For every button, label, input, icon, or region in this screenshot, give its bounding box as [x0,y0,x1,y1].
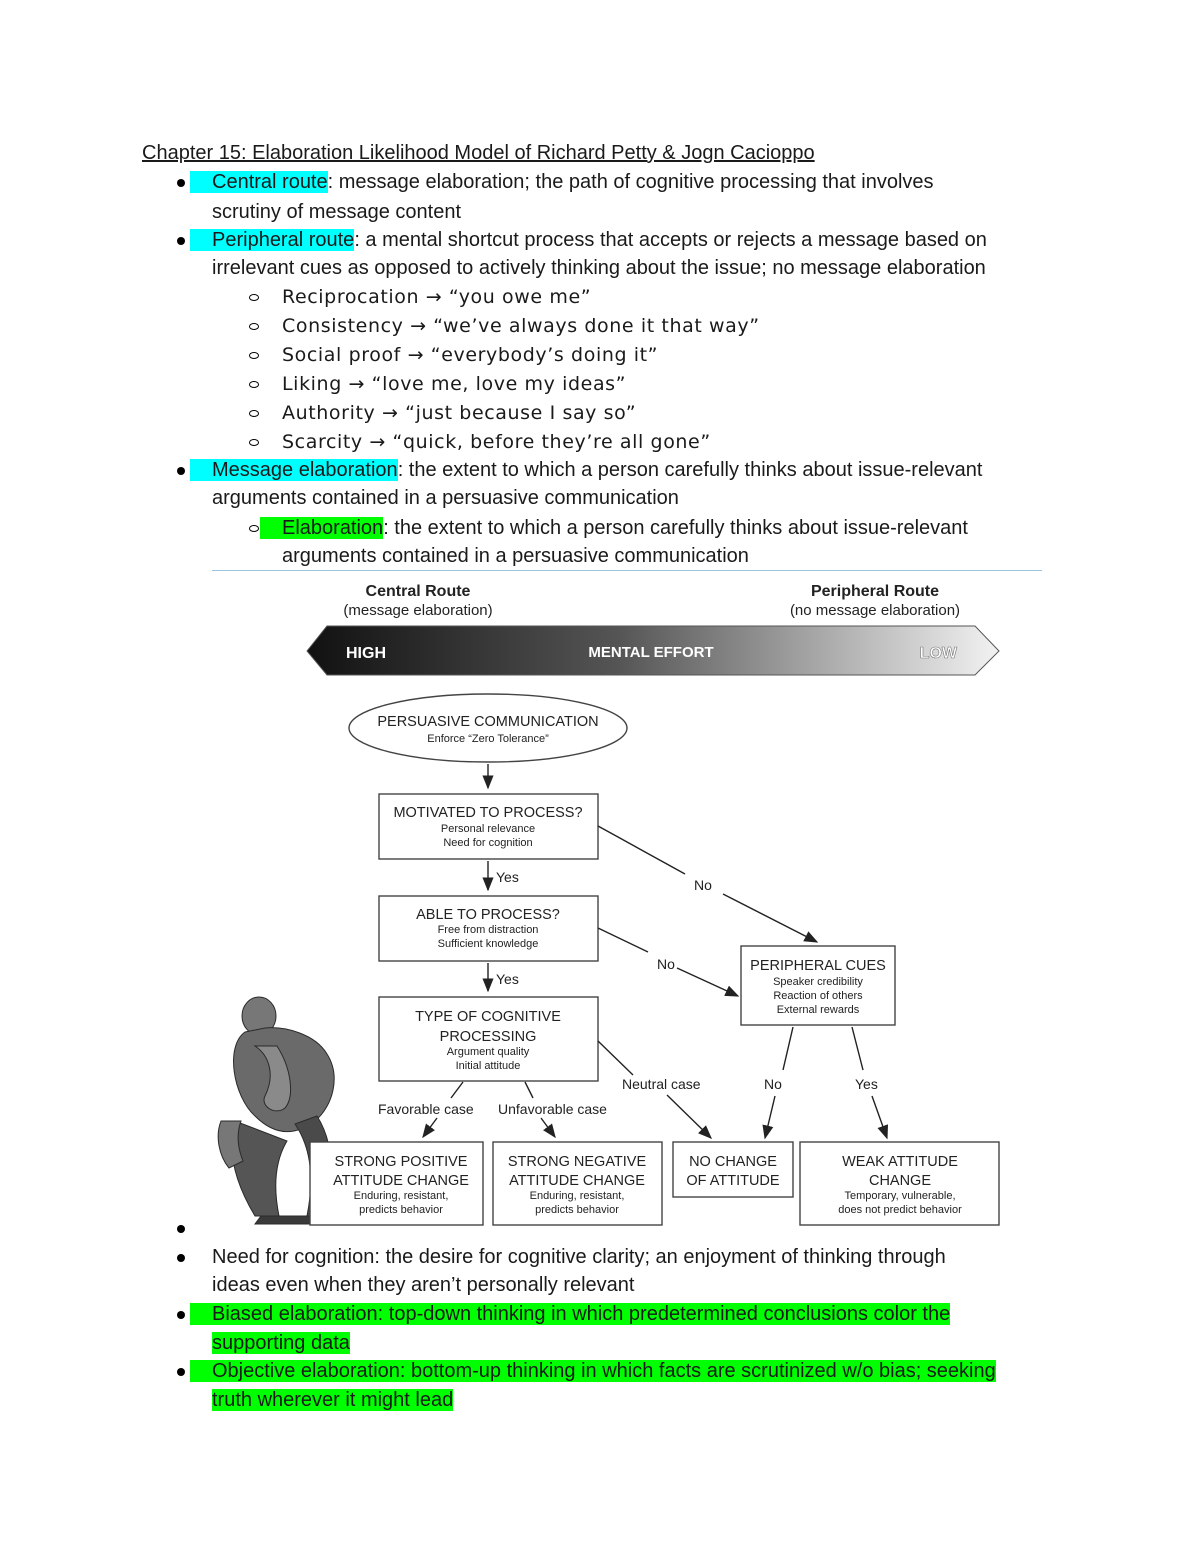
elaboration-def-cont: arguments contained in a persuasive communication [282,545,749,567]
bullet [177,467,185,475]
peripheral-route-label: Peripheral Route [810,583,940,600]
message-elaboration-def-cont: arguments contained in a persuasive communication [212,487,679,509]
no-change-title-2: OF ATTITUDE [686,1173,780,1189]
peripheral-cues-line1: Speaker credibility [773,976,863,988]
bullet [177,1368,185,1376]
peripheral-route-def-cont: irrelevant cues as opposed to actively thinking about the issue; no message elaboration [212,257,986,279]
cue-authority: Authority → “just because I say so” [282,402,637,424]
cue-consistency: Consistency → “we’ve always done it that way” [282,315,760,337]
page-title: Chapter 15: Elaboration Likelihood Model of Richard Petty & Jogn Cacioppo [142,142,815,164]
arrow [598,826,685,874]
motivated-title: MOTIVATED TO PROCESS? [393,805,583,821]
no-change-title-1: NO CHANGE [689,1154,777,1170]
yes-label: Yes [496,869,519,885]
biased-elaboration-line2: supporting data [212,1332,350,1354]
sub-bullet [249,294,259,301]
central-route-def: : message elaboration; the path of cognitive processing that involves [327,171,934,193]
unfavorable-case-label: Unfavorable case [498,1101,607,1117]
objective-elaboration-cont [212,1388,453,1412]
strong-negative-title-1: STRONG NEGATIVE [507,1154,647,1170]
cue-liking: Liking → “love me, love my ideas” [282,373,627,395]
weak-change-title-1: WEAK ATTITUDE [842,1154,958,1170]
processing-title-2: PROCESSING [439,1029,537,1045]
no-label: No [657,956,675,972]
central-route-label: Central Route [365,583,471,600]
cue-scarcity: Scarcity → “quick, before they’re all gone” [282,431,711,453]
strong-positive-line2: predicts behavior [359,1204,443,1216]
processing-line2: Initial attitude [455,1060,521,1072]
sub-bullet [249,323,259,330]
peripheral-route-def: : a mental shortcut process that accepts or rejects a message based on [354,229,987,251]
need-for-cognition-line1: Need for cognition: the desire for cognitive clarity; an enjoyment of thinking through [212,1246,946,1268]
arrow [872,1096,887,1138]
divider [212,570,1042,571]
sub-bullet [249,439,259,446]
strong-positive-line1: Enduring, resistant, [353,1190,449,1202]
bullet [177,179,185,187]
able-title: ABLE TO PROCESS? [416,907,560,923]
strong-negative-line2: predicts behavior [535,1204,619,1216]
peripheral-route-term: Peripheral route [190,229,354,251]
need-for-cognition-line2: ideas even when they aren’t personally relevant [212,1274,635,1296]
bullet [177,1311,185,1319]
neutral-case-label: Neutral case [622,1076,701,1092]
arrow [541,1118,555,1137]
able-line1: Free from distraction [437,924,539,936]
yes-label: Yes [855,1076,878,1092]
peripheral-cues-line2: Reaction of others [773,990,863,1002]
strong-positive-title-1: STRONG POSITIVE [334,1154,468,1170]
strong-negative-line1: Enduring, resistant, [529,1190,625,1202]
weak-change-title-2: CHANGE [868,1173,932,1189]
peripheral-route-item [190,228,987,252]
no-label: No [694,877,712,893]
arrow [598,1041,633,1075]
central-route-item [190,170,934,194]
elaboration-term: Elaboration [260,517,383,539]
message-elaboration-term: Message elaboration [190,459,398,481]
arrow [783,1027,793,1070]
persuasive-communication-title: PERSUASIVE COMMUNICATION [377,714,599,730]
arrow [667,1095,711,1138]
favorable-case-label: Favorable case [378,1101,474,1117]
biased-elaboration-line1: Biased elaboration: top-down thinking in which predetermined conclusions color the [190,1303,950,1325]
elaboration-def: : the extent to which a person carefully thinks about issue-relevant [383,517,968,539]
processing-line1: Argument quality [446,1046,530,1058]
central-route-def-cont: scrutiny of message content [212,201,462,223]
sub-bullet [249,352,259,359]
arrow [765,1096,775,1138]
sub-bullet [249,381,259,388]
motivated-line1: Personal relevance [440,823,536,835]
able-line2: Sufficient knowledge [437,938,539,950]
yes-label: Yes [496,971,519,987]
central-route-term: Central route [190,171,328,193]
bullet [177,237,185,245]
arrow [525,1082,533,1098]
elaboration-item [260,516,968,540]
arrow [677,968,738,996]
mental-effort-label: MENTAL EFFORT [588,644,714,661]
no-label: No [764,1076,782,1092]
persuasive-communication-sub: Enforce “Zero Tolerance” [427,733,549,745]
peripheral-cues-line3: External rewards [776,1004,860,1016]
strong-negative-title-2: ATTITUDE CHANGE [509,1173,645,1189]
arrow [723,894,817,942]
strong-positive-title-2: ATTITUDE CHANGE [333,1173,469,1189]
motivated-line2: Need for cognition [443,837,533,849]
sub-bullet [249,525,259,532]
biased-elaboration-cont [212,1331,350,1355]
cue-reciprocation: Reciprocation → “you owe me” [282,286,592,308]
elm-diagram [215,576,1015,1236]
message-elaboration-def: : the extent to which a person carefully thinks about issue-relevant [397,459,983,481]
weak-change-line1: Temporary, vulnerable, [844,1190,956,1202]
weak-change-line2: does not predict behavior [838,1204,962,1216]
biased-elaboration-item [190,1302,950,1326]
message-elaboration-item [190,458,982,482]
bullet [177,1254,185,1262]
peripheral-cues-title: PERIPHERAL CUES [750,958,886,974]
cue-social-proof: Social proof → “everybody’s doing it” [282,344,659,366]
arrow [852,1027,863,1070]
arrow [598,928,648,952]
objective-elaboration-line2: truth wherever it might lead [212,1389,454,1411]
central-route-sub: (message elaboration) [343,602,493,619]
processing-title-1: TYPE OF COGNITIVE [415,1009,561,1025]
arrow [423,1118,437,1137]
objective-elaboration-item [190,1359,996,1383]
arrow [451,1082,463,1098]
peripheral-route-sub: (no message elaboration) [789,602,961,619]
effort-high-label: HIGH [346,645,386,662]
sub-bullet [249,410,259,417]
objective-elaboration-line1: Objective elaboration: bottom-up thinking in which facts are scrutinized w/o bias; seeking [190,1360,996,1382]
effort-low-label: LOW [919,645,957,662]
bullet [177,1225,185,1233]
